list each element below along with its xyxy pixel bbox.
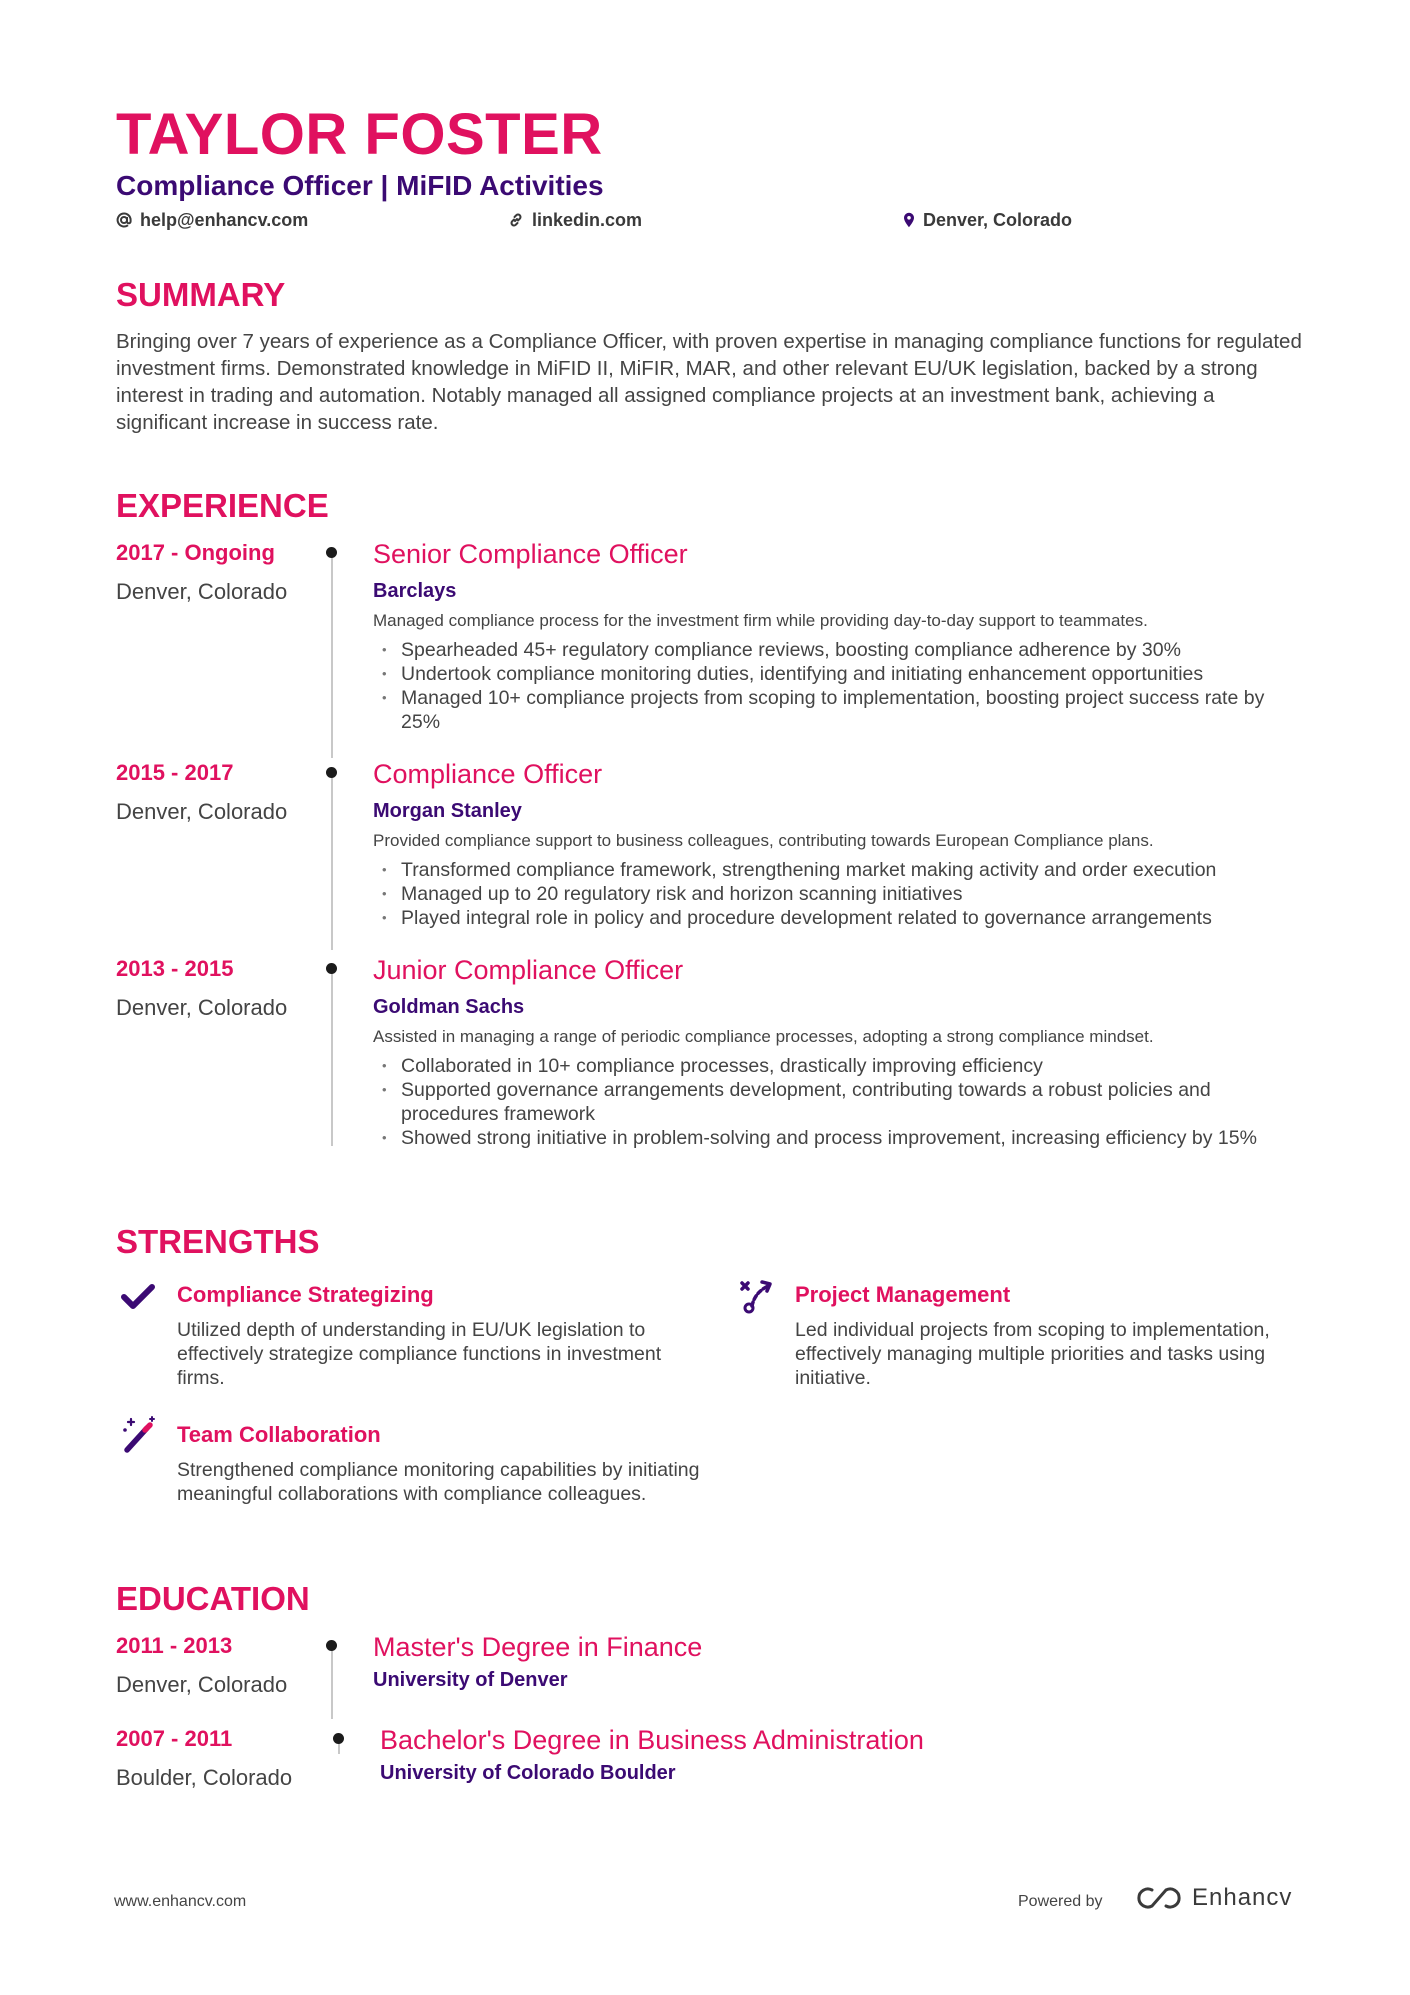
bullet-item: • Managed 10+ compliance projects from scoping to implementation, boosting project success rate by 25% (373, 686, 1303, 734)
job-bullets (373, 638, 1303, 734)
timeline-line (331, 772, 333, 950)
strength-description: Utilized depth of understanding in EU/UK legislation to effectively strategize compliance functions in investment firms. (177, 1319, 662, 1389)
experience-dates: 2015 - 2017 (116, 760, 234, 785)
footer-powered-by: Powered by (1018, 1893, 1103, 1910)
bullet-item: • Spearheaded 45+ regulatory compliance reviews, boosting compliance adherence by 30% (373, 638, 1303, 662)
location-pin-icon (903, 212, 915, 228)
job-title: Senior Compliance Officer (373, 539, 688, 569)
timeline-dot (326, 963, 337, 974)
timeline-line (331, 552, 333, 758)
bullet-item: • Undertook compliance monitoring duties, identifying and initiating enhancement opportunities (373, 662, 1303, 686)
job-bullets (373, 1054, 1303, 1150)
experience-dates: 2013 - 2015 (116, 956, 234, 981)
degree-title: Master's Degree in Finance (373, 1632, 703, 1662)
enhancv-logo-icon (1136, 1886, 1182, 1910)
timeline-dot (326, 767, 337, 778)
company-name: Morgan Stanley (373, 800, 522, 822)
checkmark-icon (121, 1284, 155, 1310)
strength-title: Project Management (795, 1282, 1011, 1307)
experience-location: Denver, Colorado (116, 579, 288, 604)
job-bullets (373, 858, 1303, 930)
footer-url[interactable]: www.enhancv.com (114, 1893, 247, 1910)
summary-heading: SUMMARY (116, 276, 286, 313)
job-description: Assisted in managing a range of periodic compliance processes, adopting a strong compliance mindset. (373, 1027, 1154, 1046)
bullet-item: • Collaborated in 10+ compliance processes, drastically improving efficiency (373, 1054, 1303, 1078)
education-location: Denver, Colorado (116, 1672, 288, 1697)
bullet-item: • Played integral role in policy and procedure development related to governance arrangements (373, 906, 1303, 930)
job-title: Junior Compliance Officer (373, 955, 684, 985)
candidate-subtitle: Compliance Officer | MiFID Activities (116, 170, 604, 201)
school-name: University of Denver (373, 1669, 568, 1691)
magic-wand-icon (121, 1416, 157, 1454)
education-heading: EDUCATION (116, 1580, 310, 1617)
timeline-line (331, 968, 333, 1146)
company-name: Goldman Sachs (373, 996, 525, 1018)
location-text: Denver, Colorado (923, 210, 1073, 230)
summary-text: Bringing over 7 years of experience as a Compliance Officer, with proven expertise in managing compliance functions for regulated investment firms. Demonstrated knowledge in MiFID II, MiFIR, MAR, and other relevant EU/UK legislation, backed by a strong interest in trading and automation. Notably managed all assigned compliance projects at an investment bank, achieving a significant increase in success rate. (116, 330, 1302, 434)
education-dates: 2007 - 2011 (116, 1726, 233, 1751)
at-icon (116, 212, 132, 228)
email-text: help@enhancv.com (140, 210, 309, 230)
strength-title: Team Collaboration (177, 1422, 381, 1447)
bullet-item: • Supported governance arrangements development, contributing towards a robust policies and procedures framework (373, 1078, 1303, 1126)
job-description: Managed compliance process for the investment firm while providing day-to-day support to teammates. (373, 611, 1148, 630)
school-name: University of Colorado Boulder (380, 1762, 676, 1784)
strategy-icon (738, 1278, 774, 1314)
degree-title: Bachelor's Degree in Business Administration (380, 1725, 924, 1755)
timeline-dot (333, 1733, 344, 1744)
linkedin-text: linkedin.com (532, 210, 643, 230)
experience-heading: EXPERIENCE (116, 487, 329, 524)
bullet-item: • Managed up to 20 regulatory risk and horizon scanning initiatives (373, 882, 1303, 906)
strengths-heading: STRENGTHS (116, 1223, 320, 1260)
contact-location (903, 208, 1072, 232)
contact-linkedin[interactable] (508, 208, 642, 232)
experience-dates: 2017 - Ongoing (116, 540, 275, 565)
footer-brand: Enhancv (1192, 1884, 1293, 1911)
link-icon (508, 212, 524, 228)
education-location: Boulder, Colorado (116, 1765, 293, 1790)
education-dates: 2011 - 2013 (116, 1633, 233, 1658)
bullet-item: • Transformed compliance framework, strengthening market making activity and order execution (373, 858, 1303, 882)
contact-email[interactable] (116, 208, 308, 232)
experience-location: Denver, Colorado (116, 995, 288, 1020)
enhancv-logo[interactable] (1136, 1884, 1292, 1912)
bullet-item: • Showed strong initiative in problem-solving and process improvement, increasing efficiency by 15% (373, 1126, 1303, 1150)
timeline-dot (326, 1640, 337, 1651)
strength-description: Led individual projects from scoping to implementation, effectively managing multiple priorities and tasks using initiative. (795, 1319, 1270, 1389)
experience-location: Denver, Colorado (116, 799, 288, 824)
job-title: Compliance Officer (373, 759, 603, 789)
candidate-name: TAYLOR FOSTER (116, 102, 603, 167)
company-name: Barclays (373, 580, 457, 602)
timeline-dot (326, 547, 337, 558)
strength-description: Strengthened compliance monitoring capabilities by initiating meaningful collaborations with compliance colleagues. (177, 1459, 700, 1505)
job-description: Provided compliance support to business colleagues, contributing towards European Compliance plans. (373, 831, 1154, 850)
strength-title: Compliance Strategizing (177, 1282, 434, 1307)
timeline-line (331, 1645, 333, 1719)
